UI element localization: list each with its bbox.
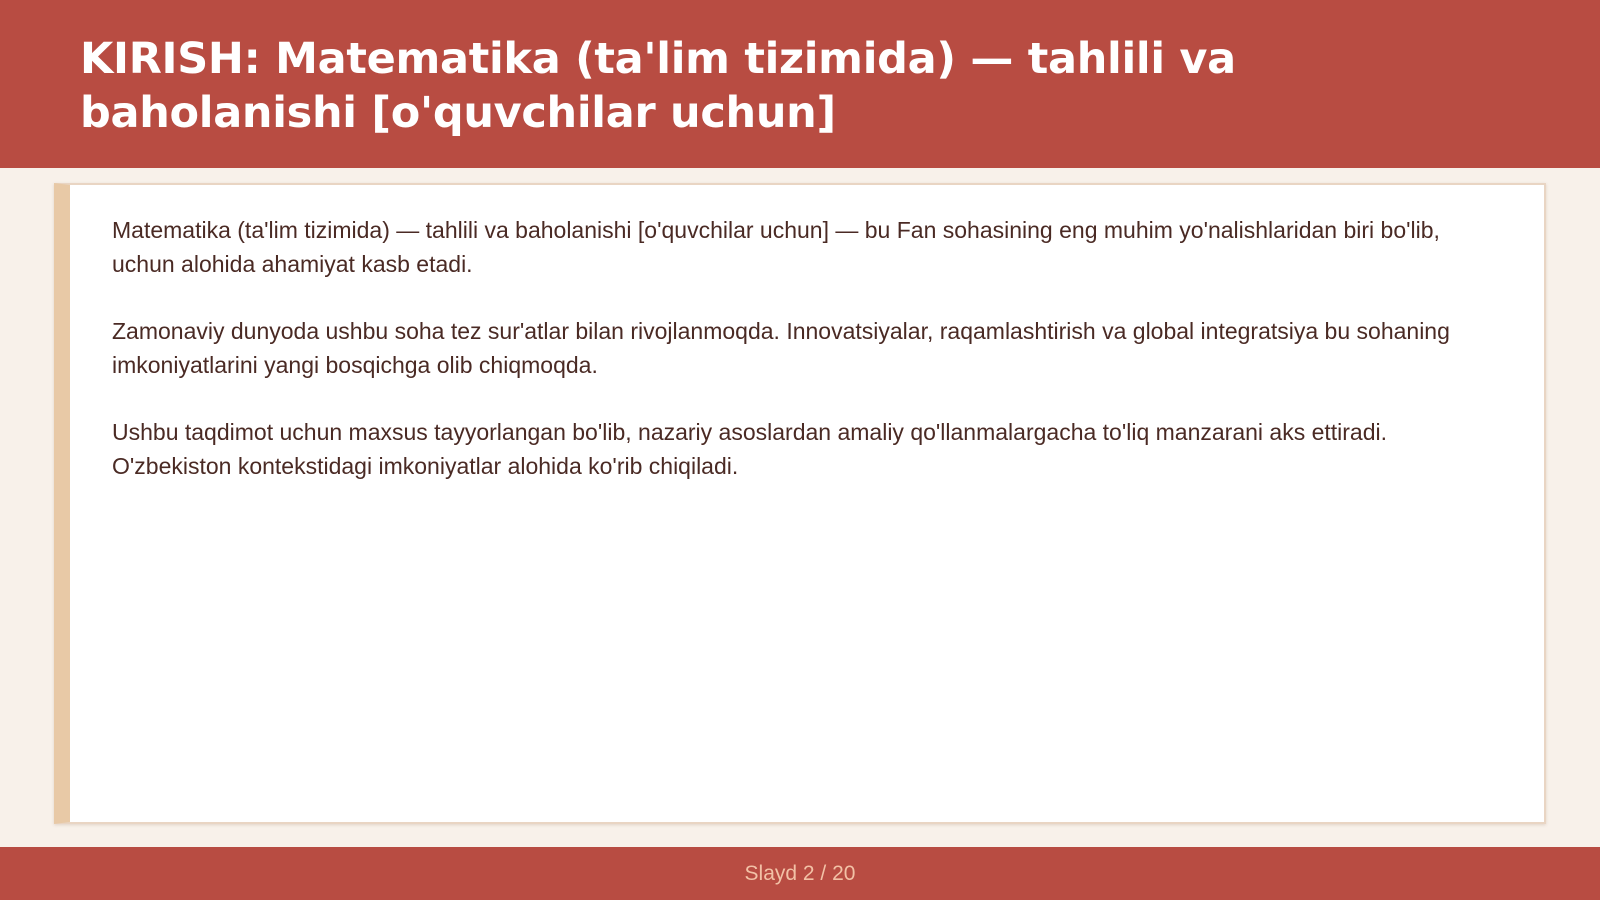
paragraph-intro: Matematika (ta'lim tizimida) — tahlili va baholanishi [o'quvchilar uchun] — bu Fan sohasining eng muhim yo'nalishlaridan biri bo'lib, uchun alohida ahamiyat kasb etadi. [112,217,1440,277]
content-card [54,183,1546,824]
paragraph-presentation: Ushbu taqdimot uchun maxsus tayyorlangan bo'lib, nazariy asoslardan amaliy qo'llanmalargacha to'liq manzarani aks ettiradi. O'zbekiston kontekstidagi imkoniyatlar alohida ko'rib chiqiladi. [112,419,1388,479]
slide-number: Slayd 2 / 20 [744,861,856,885]
slide-header [0,0,1600,168]
slide-title: KIRISH: Matematika (ta'lim tizimida) — tahlili va baholanishi [o'quvchilar uchun] [80,34,1236,138]
body-text [112,213,1497,516]
slide-footer [0,847,1600,900]
paragraph-modern-world: Zamonaviy dunyoda ushbu soha tez sur'atlar bilan rivojlanmoqda. Innovatsiyalar, raqamlashtirish va global integratsiya bu sohaning imkoniyatlarini yangi bosqichga olib chiqmoqda. [112,318,1450,378]
